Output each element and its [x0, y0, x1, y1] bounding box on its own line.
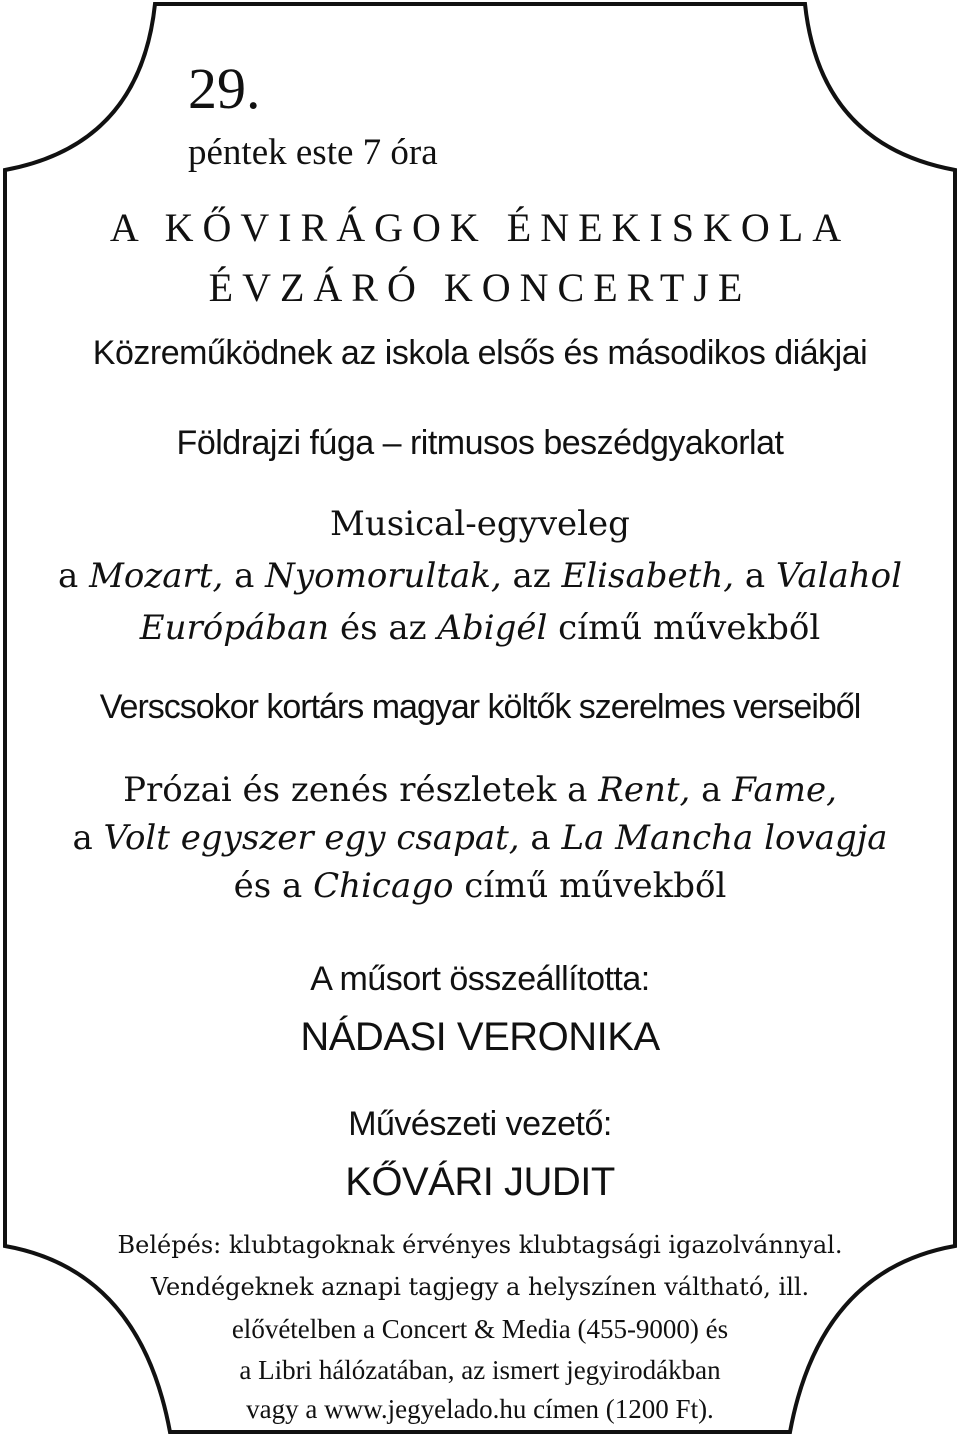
tickets-line-1: Belépés: klubtagoknak érvényes klubtagsági igazolvánnyal.	[117, 1231, 843, 1259]
program-item-2-line2: a Mozart, a Nyomorultak, az Elisabeth, a Valahol	[57, 556, 903, 596]
event-time: péntek este 7 óra	[188, 132, 438, 173]
event-title-line1: A KŐVIRÁGOK ÉNEKISKOLA	[109, 205, 851, 250]
program-item-3: Verscsokor kortárs magyar költők szerelmes verseiből	[99, 688, 861, 726]
program-item-2-line3: Európában és az Abigél című művekből	[139, 608, 821, 648]
program-item-2-title: Musical-egyveleg	[330, 504, 630, 544]
program-item-4-line3: és a Chicago című művekből	[233, 866, 727, 906]
compiler-name: NÁDASI VERONIKA	[300, 1015, 660, 1059]
performers-line: Közreműködnek az iskola elsős és másodikos diákjai	[92, 334, 868, 372]
program-item-4-line1: Prózai és zenés részletek a Rent, a Fame,	[123, 770, 837, 810]
program-item-1: Földrajzi fúga – ritmusos beszédgyakorlat	[176, 424, 784, 462]
day-number: 29.	[188, 56, 261, 121]
program-item-4-line2: a Volt egyszer egy csapat, a La Mancha lovagja	[72, 818, 888, 858]
event-title-line2: ÉVZÁRÓ KONCERTJE	[208, 265, 752, 310]
tickets-line-4: a Libri hálózatában, az ismert jegyirodákban	[239, 1355, 721, 1385]
tickets-line-2: Vendégeknek aznapi tagjegy a helyszínen váltható, ill.	[150, 1273, 810, 1301]
director-name: KŐVÁRI JUDIT	[345, 1160, 615, 1204]
tickets-line-5: vagy a www.jegyelado.hu címen (1200 Ft).	[246, 1394, 714, 1424]
tickets-line-3: elővételben a Concert & Media (455-9000) és	[231, 1314, 729, 1344]
compiler-label: A műsort összeállította:	[310, 960, 650, 998]
director-label: Művészeti vezető:	[348, 1105, 612, 1143]
